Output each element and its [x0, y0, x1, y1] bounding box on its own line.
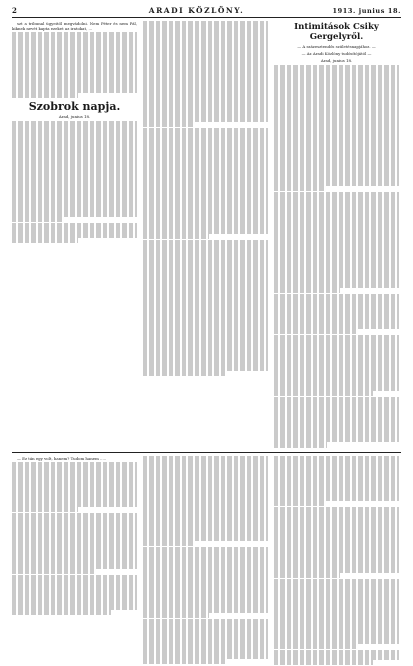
paragraph	[274, 456, 399, 506]
section-dateline-csiky: Arad, junius 18.	[320, 58, 353, 63]
bottom-column-2	[143, 456, 268, 666]
illegible-line	[274, 501, 324, 506]
paragraph	[12, 223, 137, 243]
col2-paragraphs	[143, 21, 268, 376]
illegible-line	[143, 234, 209, 239]
paragraph	[12, 513, 137, 574]
column-2	[143, 21, 268, 449]
col3-paragraphs	[274, 65, 399, 448]
paragraph-text: — Ez tán egy volt, hanem? Tudom hanem .....	[17, 455, 107, 461]
illegible-line	[12, 569, 95, 574]
paragraph-text: szt a tribunal ügyeitől megvádolni. Nem Péter és nem Pál, kiknek nevét kapta ezeket az iratokat, ...	[12, 21, 137, 32]
paragraph	[274, 335, 399, 396]
section-dateline: Arad, junius 18.	[58, 113, 91, 119]
bottom-column-1	[12, 456, 137, 666]
top-columns	[12, 21, 401, 449]
section-divider	[12, 452, 401, 453]
illegible-line	[274, 573, 340, 578]
illegible-line	[143, 613, 209, 618]
section-title-szobrok: Szobrok napja.	[28, 99, 121, 113]
illegible-line	[274, 391, 373, 396]
illegible-line	[274, 644, 357, 649]
paragraph	[143, 456, 268, 547]
paragraph	[143, 547, 268, 618]
paragraph	[12, 32, 137, 98]
paragraph	[274, 192, 399, 293]
illegible-line	[143, 541, 193, 546]
paragraph	[274, 294, 399, 334]
illegible-line	[12, 217, 62, 222]
illegible-line	[12, 507, 78, 512]
paragraph	[143, 21, 268, 127]
illegible-line	[274, 660, 373, 665]
illegible-line	[12, 610, 111, 615]
paragraph	[143, 619, 268, 664]
paragraph	[274, 507, 399, 578]
paragraph	[274, 397, 399, 447]
col1-paragraphs	[12, 21, 137, 98]
illegible-line	[12, 238, 78, 243]
section-title-csiky: Intimitások Csiky Gergelyről.	[294, 22, 379, 42]
illegible-line	[12, 93, 78, 98]
paragraph	[12, 456, 137, 461]
masthead: ARADI KÖZLÖNY.	[148, 6, 245, 15]
illegible-line	[274, 442, 327, 447]
bottom-column-3	[274, 456, 399, 666]
bottom-col1-paragraphs	[12, 456, 137, 615]
bottom-col3-paragraphs	[274, 456, 399, 666]
page-number: 2	[12, 6, 18, 15]
paragraph	[12, 121, 137, 222]
paragraph	[274, 65, 399, 191]
page-header	[12, 6, 401, 18]
illegible-line	[274, 288, 340, 293]
illegible-line	[274, 329, 357, 334]
bottom-columns	[12, 456, 401, 666]
issue-date: 1913. junius 18.	[332, 7, 401, 15]
illegible-line	[143, 122, 193, 127]
column-1	[12, 21, 137, 449]
paragraph	[12, 21, 137, 31]
paragraph	[274, 579, 399, 650]
section-byline: — Az Aradi Közlöny tudósítójától —	[301, 51, 372, 56]
col1-section-paragraphs	[12, 121, 137, 243]
illegible-line	[143, 371, 226, 376]
paragraph	[12, 462, 137, 512]
illegible-line	[274, 186, 324, 191]
section-strap: — A százesztendős születésnapjához. —	[297, 44, 376, 49]
paragraph	[143, 128, 268, 239]
paragraph	[143, 240, 268, 376]
paragraph	[274, 650, 399, 665]
illegible-line	[143, 659, 226, 664]
column-3	[274, 21, 399, 449]
paragraph	[12, 575, 137, 615]
bottom-col2-paragraphs	[143, 456, 268, 665]
